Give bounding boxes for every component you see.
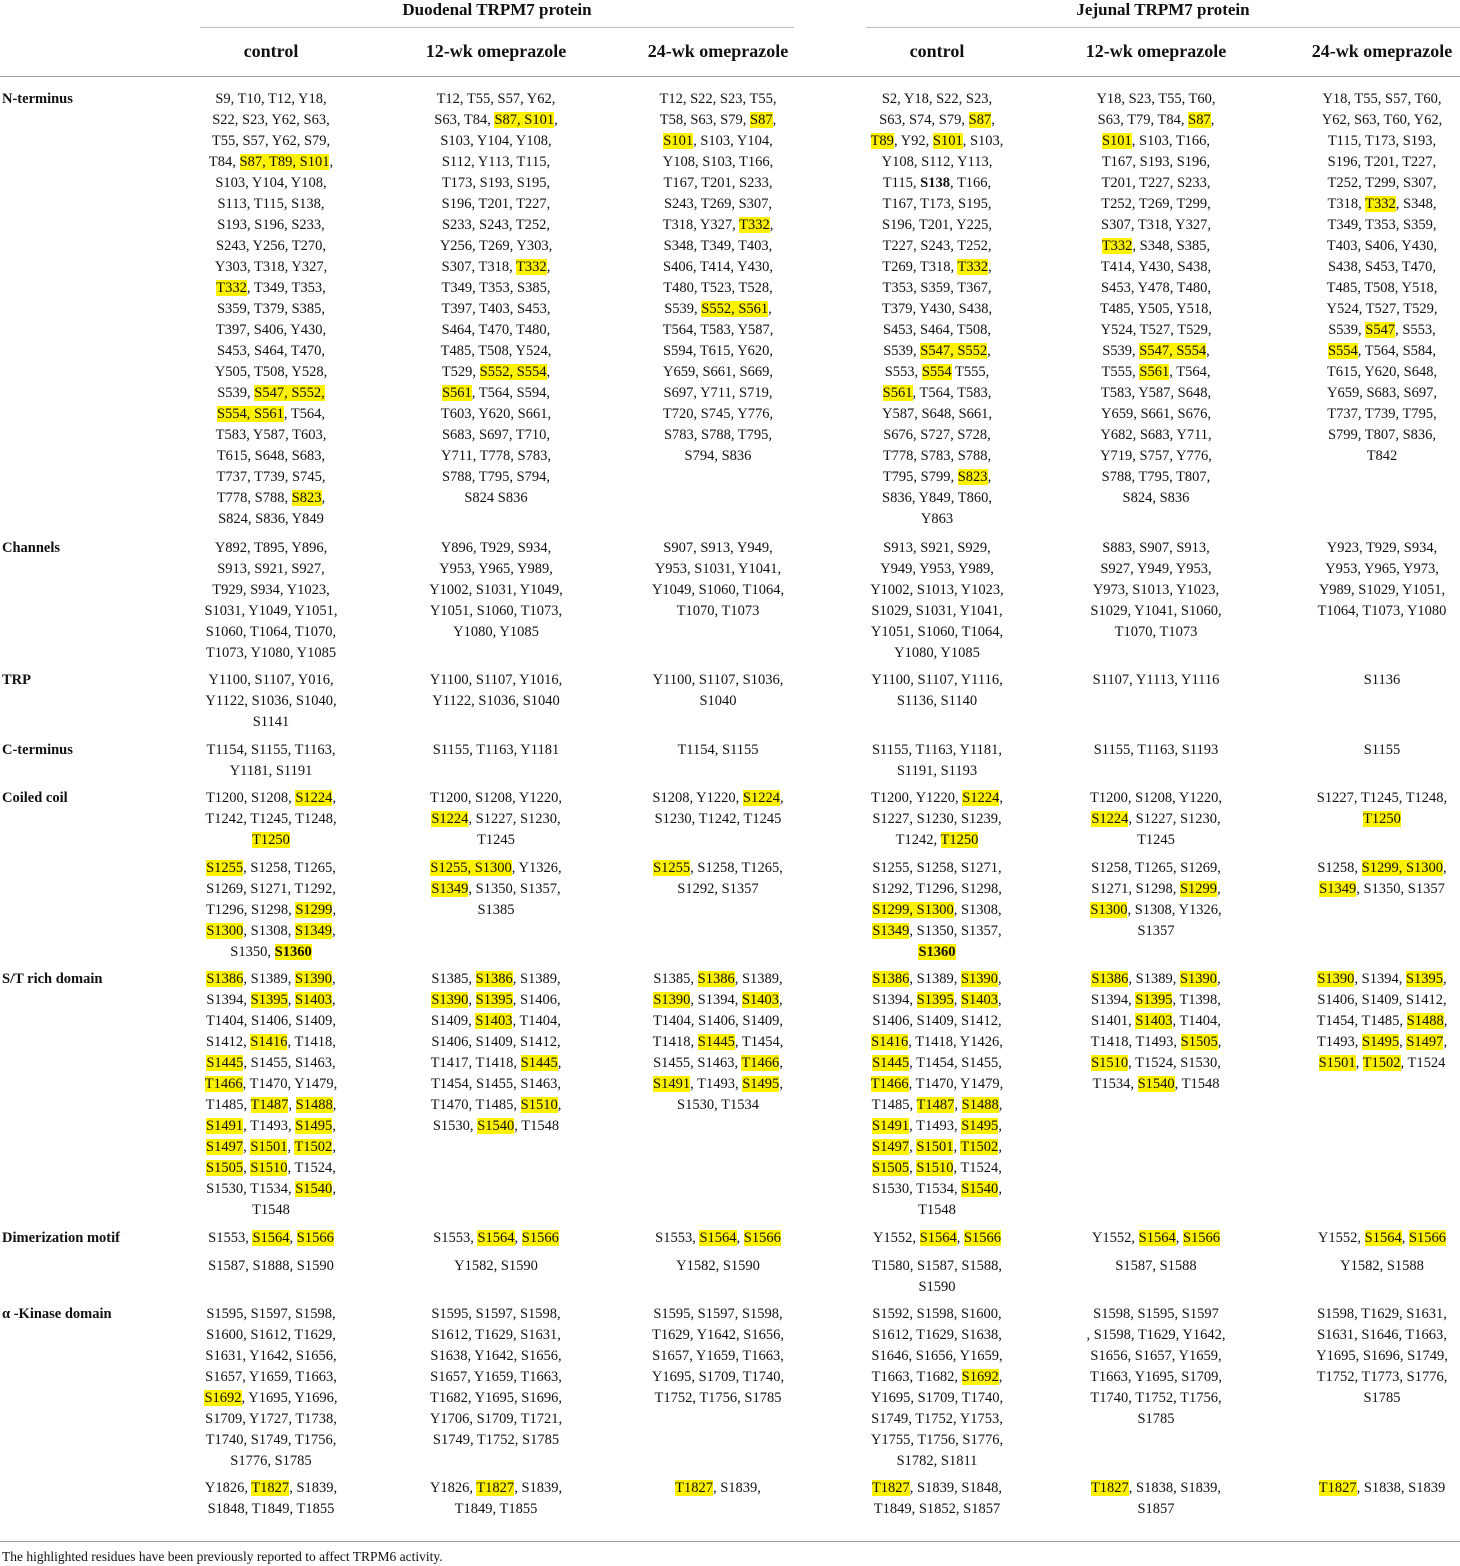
table-cell: Y896, T929, S934, Y953, Y965, Y989, Y1002, S1031, Y1049, Y1051, S1060, T1073, Y1080, Y1085 (429, 540, 563, 640)
table-cell: S1155 (1363, 742, 1401, 758)
table-cell: S1553, S1564, S1566 (433, 1230, 559, 1246)
table-cell: T1827, S1839, S1848, T1849, S1852, S1857 (871, 1480, 1003, 1517)
table-cell: S1595, S1597, S1598, S1600, S1612, T1629, S1631, Y1642, S1656, S1657, Y1659, T1663, S1692, Y1695, Y1696, S1709, Y1727, T1738, T1740, S1749, T1756, S1776, S1785 (204, 1306, 338, 1469)
table-cell: S1598, T1629, S1631, S1631, S1646, T1663, Y1695, S1696, S1749, T1752, T1773, S1776, S1785 (1316, 1306, 1448, 1406)
table-cell: S1598, S1595, S1597 , S1598, T1629, Y1642, S1656, S1657, Y1659, T1663, Y1695, S1709, T1740, T1752, T1756, S1785 (1086, 1306, 1226, 1427)
table-cell: S1587, S1588 (1115, 1258, 1197, 1274)
table-cell: S1255, S1300, Y1326, S1349, S1350, S1357, S1385 (430, 860, 562, 918)
table-cell: Y1826, T1827, S1839, T1849, T1855 (429, 1480, 563, 1517)
table-cell: S1553, S1564, S1566 (655, 1230, 781, 1246)
table-cell: S1587, S1888, S1590 (208, 1258, 334, 1274)
col-head-duodenal-24wk: 24-wk omeprazole (647, 41, 789, 61)
table-cell: S913, S921, S929, Y949, Y953, Y989, Y1002, S1013, Y1023, S1029, S1031, Y1041, Y1051, S1060, T1064, Y1080, Y1085 (870, 540, 1004, 661)
row-label: TRP (2, 672, 31, 688)
table-cell: Y1100, S1107, S1036, S1040 (652, 672, 784, 709)
table-cell: S1255, S1258, S1271, S1292, T1296, S1298, S1299, S1300, S1308, S1349, S1350, S1357, S1360 (872, 860, 1002, 960)
table-cell: T1200, S1208, S1224, T1242, T1245, T1248, T1250 (205, 790, 337, 848)
table-cell: Y923, T929, S934, Y953, Y965, Y973, Y989, S1029, Y1051, T1064, T1073, Y1080 (1317, 540, 1447, 619)
group-underline-jejunal (866, 27, 1460, 28)
table-cell: S1258, S1299, S1300, S1349, S1350, S1357 (1317, 860, 1447, 897)
table-cell: S1227, T1245, T1248, T1250 (1316, 790, 1448, 827)
table-cell: Y1100, S1107, Y1016, Y1122, S1036, S1040 (429, 672, 563, 709)
table-cell: S1155, T1163, Y1181 (432, 742, 560, 758)
table-cell: Y18, S23, T55, T60, S63, T79, T84, S87, S101, S103, T166, T167, S193, S196, T201, T227, S233, T252, T269, T299, S307, T318, Y327, T332, S348, S385, T414, Y430, S438, S453, Y478, T480, T485, Y505, Y518, Y524, T527, T529, S539, S547, S554, T555, S561, T564, T583, Y587, S648, Y659, S661, S676, Y682, S683, Y711, Y719, S757, Y776, S788, T795, T807, S824, S836 (1096, 91, 1216, 506)
table-cell: T1827, S1838, S1839 (1318, 1480, 1446, 1496)
row-label: Channels (2, 540, 61, 556)
table-cell: Y892, T895, Y896, S913, S921, S927, T929, S934, Y1023, S1031, Y1049, Y1051, S1060, T1064, T1070, T1073, Y1080, Y1085 (204, 540, 338, 661)
table-cell: S1208, Y1220, S1224, S1230, T1242, T1245 (652, 790, 784, 827)
row-label: Dimerization motif (2, 1230, 120, 1246)
table-cell: S1255, S1258, T1265, S1292, S1357 (653, 860, 783, 897)
col-head-jejunal-12wk: 12-wk omeprazole (1085, 41, 1227, 61)
table-cell: S1553, S1564, S1566 (208, 1230, 334, 1246)
table-cell: Y18, T55, S57, T60, Y62, S63, T60, Y62, T115, T173, S193, S196, T201, T227, T252, T299, S307, T318, T332, S348, T349, T353, S359, T403, S406, Y430, S438, S453, T470, T485, T508, Y518, Y524, T527, T529, S539, S547, S553, S554, T564, S584, T615, Y620, S648, Y659, S683, S697, T737, T739, T795, S799, T807, S836, T842 (1321, 91, 1443, 464)
table-cell: S907, S913, Y949, Y953, S1031, Y1041, Y1049, S1060, T1064, T1070, T1073 (651, 540, 785, 619)
table-cell: T1200, Y1220, S1224, S1227, S1230, S1239, T1242, T1250 (871, 790, 1003, 848)
row-label: Coiled coil (2, 790, 68, 806)
table-cell: Y1552, S1564, S1566 (1091, 1230, 1221, 1246)
header-rule (0, 76, 1460, 77)
table-cell: T1200, S1208, Y1220, S1224, S1227, S1230, T1245 (430, 790, 562, 848)
table-cell: S1592, S1598, S1600, S1612, T1629, S1638, S1646, S1656, Y1659, T1663, T1682, S1692, Y1695, S1709, T1740, S1749, T1752, Y1753, Y1755, T1756, S1776, S1782, S1811 (870, 1306, 1004, 1469)
table-cell: T1154, S1155, T1163, Y1181, S1191 (206, 742, 336, 779)
table-cell: Y1826, T1827, S1839, S1848, T1849, T1855 (204, 1480, 338, 1517)
table-cell: S1107, Y1113, Y1116 (1092, 672, 1220, 688)
table-footnote: The highlighted residues have been previously reported to affect TRPM6 activity. (2, 1549, 443, 1564)
table-cell: S1595, S1597, S1598, S1612, T1629, S1631, S1638, Y1642, S1656, S1657, Y1659, T1663, T1682, Y1695, S1696, Y1706, S1709, T1721, S1749, T1752, S1785 (429, 1306, 563, 1448)
col-head-jejunal-24wk: 24-wk omeprazole (1311, 41, 1453, 61)
table-cell: Y1100, S1107, Y1116, S1136, S1140 (871, 672, 1003, 709)
table-cell: S1390, S1394, S1395, S1406, S1409, S1412, T1454, T1485, S1488, T1493, S1495, S1497, S1501, T1502, T1524 (1316, 971, 1448, 1071)
table-cell: Y1582, S1590 (454, 1258, 538, 1274)
row-label: α -Kinase domain (2, 1306, 112, 1322)
row-label: C-terminus (2, 742, 73, 758)
table-cell: S1258, T1265, S1269, S1271, S1298, S1299, S1300, S1308, Y1326, S1357 (1090, 860, 1222, 939)
table-cell: S1155, T1163, S1193 (1093, 742, 1219, 758)
table-cell: Y1552, S1564, S1566 (1317, 1230, 1447, 1246)
table-cell: T1200, S1208, Y1220, S1224, S1227, S1230, T1245 (1090, 790, 1222, 848)
table-cell: S883, S907, S913, S927, Y949, Y953, Y973, S1013, Y1023, S1029, Y1041, S1060, T1070, T1073 (1090, 540, 1222, 640)
col-head-duodenal-12wk: 12-wk omeprazole (425, 41, 567, 61)
table-cell: Y1582, S1588 (1340, 1258, 1424, 1274)
table-cell: S1595, S1597, S1598, T1629, Y1642, S1656, S1657, Y1659, T1663, Y1695, S1709, T1740, T1752, T1756, S1785 (651, 1306, 785, 1406)
table-cell: T12, S22, S23, T55, T58, S63, S79, S87, S101, S103, Y104, Y108, S103, T166, T167, T201, S233, S243, T269, S307, T318, Y327, T332, S348, T349, T403, S406, T414, Y430, T480, T523, T528, S539, S552, S561, T564, T583, Y587, S594, T615, Y620, Y659, S661, S669, S697, Y711, S719, T720, S745, Y776, S783, S788, T795, S794, S836 (659, 91, 777, 464)
table-cell: S1386, S1389, S1390, S1394, S1395, T1398, S1401, S1403, T1404, T1418, T1493, S1505, S1510, T1524, S1530, T1534, S1540, T1548 (1090, 971, 1222, 1092)
table-cell: S1385, S1386, S1389, S1390, S1394, S1403, T1404, S1406, S1409, T1418, S1445, T1454, S1455, S1463, T1466, S1491, T1493, S1495, S1530, T1534 (652, 971, 784, 1113)
group-title-duodenal: Duodenal TRPM7 protein (402, 0, 592, 19)
table-cell: S1136 (1363, 672, 1401, 688)
bottom-rule (0, 1541, 1460, 1542)
table-cell: T1154, S1155 (677, 742, 759, 758)
table-cell: S1386, S1389, S1390, S1394, S1395, S1403, S1406, S1409, S1412, S1416, T1418, Y1426, S1445, T1454, S1455, T1466, T1470, Y1479, T1485, T1487, S1488, S1491, T1493, S1495, S1497, S1501, T1502, S1505, S1510, T1524, S1530, T1534, S1540, T1548 (870, 971, 1004, 1218)
table-cell: Y1552, S1564, S1566 (872, 1230, 1002, 1246)
row-label: N-terminus (2, 91, 73, 107)
table-cell: S2, Y18, S22, S23, S63, S74, S79, S87, T89, Y92, S101, S103, Y108, S112, Y113, T115, S138, T166, T167, T173, S195, S196, T201, Y225, T227, S243, T252, T269, T318, T332, T353, S359, T367, T379, Y430, S438, S453, S464, T508, S539, S547, S552, S553, S554 T555, S561, T564, T583, Y587, S648, S661, S676, S727, S728, T778, S783, S788, T795, S799, S823, S836, Y849, T860, Y863 (870, 91, 1004, 527)
table-cell: S9, T10, T12, Y18, S22, S23, Y62, S63, T55, S57, Y62, S79, T84, S87, T89, S101, S103, Y104, Y108, S113, T115, S138, S193, S196, S233, S243, Y256, T270, Y303, T318, Y327, T332, T349, T353, S359, T379, S385, T397, S406, Y430, S453, S464, T470, Y505, T508, Y528, S539, S547, S552, S554, S561, T564, T583, Y587, T603, T615, S648, S683, T737, T739, S745, T778, S788, S823, S824, S836, Y849 (208, 91, 334, 527)
table-cell: T1827, S1839, (675, 1480, 761, 1496)
group-underline-duodenal (200, 27, 794, 28)
table-cell: S1386, S1389, S1390, S1394, S1395, S1403, T1404, S1406, S1409, S1412, S1416, T1418, S1445, S1455, S1463, T1466, T1470, Y1479, T1485, T1487, S1488, S1491, T1493, S1495, S1497, S1501, T1502, S1505, S1510, T1524, S1530, T1534, S1540, T1548 (204, 971, 338, 1218)
col-head-duodenal-control: control (243, 41, 299, 61)
table-cell: T12, T55, S57, Y62, S63, T84, S87, S101, S103, Y104, Y108, S112, Y113, T115, T173, S193, S195, S196, T201, T227, S233, S243, T252, Y256, T269, Y303, S307, T318, T332, T349, T353, S385, T397, T403, S453, S464, T470, T480, T485, T508, Y524, T529, S552, S554, S561, T564, S594, T603, Y620, S661, S683, S697, T710, Y711, T778, S783, S788, T795, S794, S824 S836 (434, 91, 558, 506)
table-cell: Y1100, S1107, Y016, Y1122, S1036, S1040, S1141 (205, 672, 337, 730)
table-cell: T1580, S1587, S1588, S1590 (871, 1258, 1003, 1295)
row-label: S/T rich domain (2, 971, 103, 987)
table-cell: Y1582, S1590 (676, 1258, 760, 1274)
table-cell: S1255, S1258, T1265, S1269, S1271, T1292, T1296, S1298, S1299, S1300, S1308, S1349, S1350, S1360 (205, 860, 337, 960)
table-cell: S1155, T1163, Y1181, S1191, S1193 (871, 742, 1003, 779)
table-cell: S1385, S1386, S1389, S1390, S1395, S1406, S1409, S1403, T1404, S1406, S1409, S1412, T1417, T1418, S1445, T1454, S1455, S1463, T1470, T1485, S1510, S1530, S1540, T1548 (430, 971, 562, 1134)
table-cell: T1827, S1838, S1839, S1857 (1090, 1480, 1222, 1517)
col-head-jejunal-control: control (909, 41, 965, 61)
group-title-jejunal: Jejunal TRPM7 protein (1076, 0, 1250, 19)
